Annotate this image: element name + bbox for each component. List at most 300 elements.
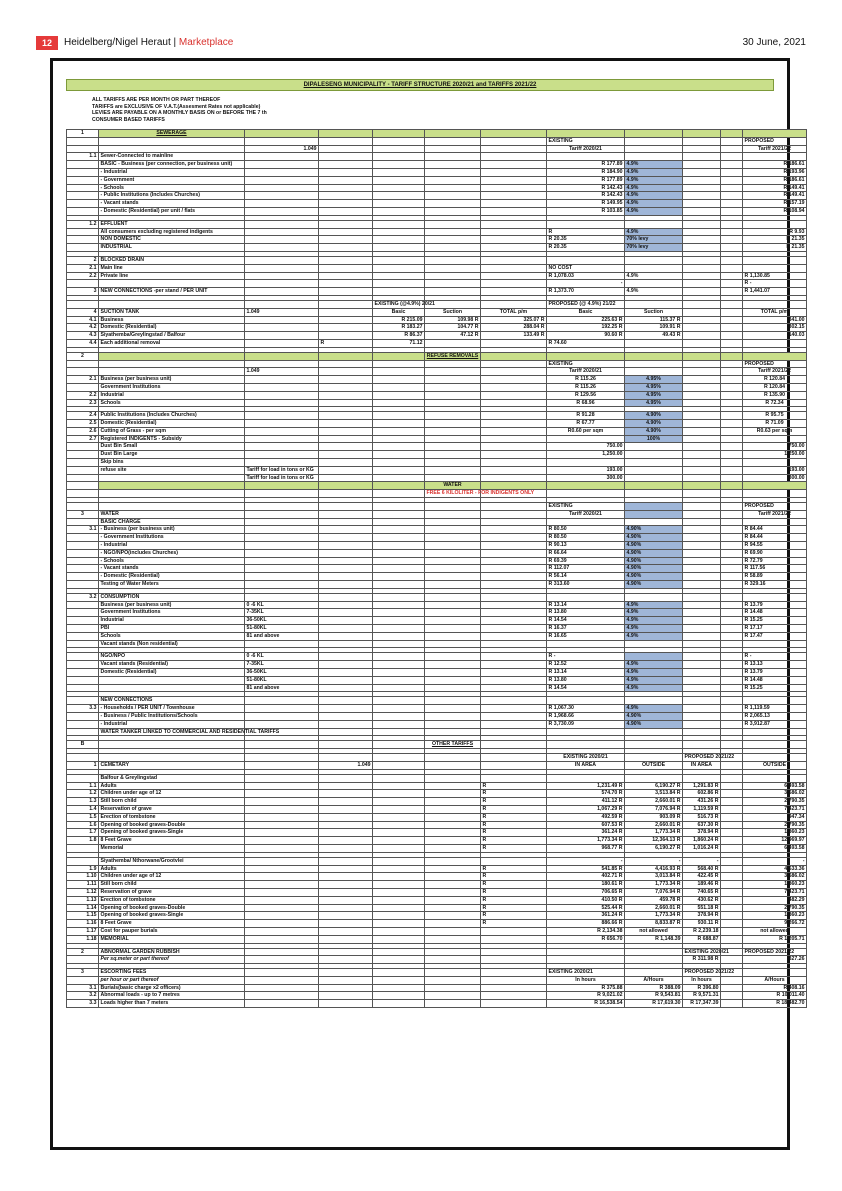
table-cell bbox=[743, 256, 807, 264]
table-row bbox=[67, 542, 807, 550]
table-cell bbox=[373, 573, 425, 581]
table-cell bbox=[245, 805, 319, 813]
table-cell: R 396.80 bbox=[683, 984, 721, 992]
table-cell bbox=[683, 264, 721, 272]
table-row bbox=[67, 896, 807, 904]
table-cell bbox=[721, 427, 743, 435]
table-cell bbox=[481, 368, 547, 376]
table-cell: 525.44 R bbox=[547, 904, 625, 912]
table-cell bbox=[319, 676, 373, 684]
table-cell bbox=[373, 821, 425, 829]
table-row bbox=[67, 573, 807, 581]
table-cell bbox=[319, 427, 373, 435]
table-cell bbox=[245, 256, 319, 264]
table-cell bbox=[683, 383, 721, 391]
table-cell: 4.90% bbox=[625, 573, 683, 581]
table-cell bbox=[319, 601, 373, 609]
table-cell bbox=[683, 339, 721, 347]
table-cell bbox=[67, 443, 99, 451]
table-cell bbox=[425, 720, 481, 728]
table-cell bbox=[683, 534, 721, 542]
table-row bbox=[67, 534, 807, 542]
table-cell bbox=[425, 581, 481, 589]
table-cell: 706.65 R bbox=[547, 888, 625, 896]
table-cell: R 21.35 bbox=[743, 244, 807, 252]
table-cell bbox=[481, 339, 547, 347]
table-cell bbox=[721, 207, 743, 215]
table-cell bbox=[683, 137, 721, 145]
table-row bbox=[67, 881, 807, 889]
table-cell bbox=[721, 601, 743, 609]
table-cell bbox=[245, 837, 319, 845]
table-cell bbox=[99, 490, 245, 498]
table-cell: 2,790.35 bbox=[743, 904, 807, 912]
table-cell: 1 bbox=[67, 761, 99, 769]
table-cell: PROPOSED bbox=[743, 503, 807, 511]
table-cell bbox=[425, 984, 481, 992]
table-row bbox=[67, 992, 807, 1000]
table-cell bbox=[319, 557, 373, 565]
table-cell bbox=[721, 308, 743, 316]
table-cell bbox=[67, 200, 99, 208]
table-cell bbox=[743, 264, 807, 272]
table-cell bbox=[683, 332, 721, 340]
table-cell bbox=[319, 992, 373, 1000]
table-cell bbox=[67, 617, 99, 625]
table-cell bbox=[547, 956, 625, 964]
table-cell: R 17,619.30 bbox=[625, 1000, 683, 1008]
table-row bbox=[67, 754, 807, 762]
table-cell bbox=[245, 399, 319, 407]
table-cell: 0 -6 KL bbox=[245, 653, 319, 661]
table-cell bbox=[721, 420, 743, 428]
table-cell: 0 -6 KL bbox=[245, 601, 319, 609]
table-cell bbox=[373, 244, 425, 252]
table-cell bbox=[373, 813, 425, 821]
table-cell bbox=[743, 153, 807, 161]
table-cell bbox=[481, 207, 547, 215]
table-cell bbox=[481, 391, 547, 399]
table-cell bbox=[319, 376, 373, 384]
table-cell: R 2,065.13 bbox=[743, 712, 807, 720]
table-cell bbox=[319, 490, 373, 498]
table-cell bbox=[481, 220, 547, 228]
table-cell bbox=[67, 728, 99, 736]
table-cell bbox=[743, 459, 807, 467]
table-cell bbox=[425, 790, 481, 798]
table-row bbox=[67, 420, 807, 428]
table-cell bbox=[425, 549, 481, 557]
table-row bbox=[67, 712, 807, 720]
table-cell bbox=[743, 352, 807, 360]
table-cell: 551.18 R bbox=[683, 904, 721, 912]
table-cell: R - bbox=[743, 653, 807, 661]
table-cell bbox=[721, 474, 743, 482]
table-cell: R 84.44 bbox=[743, 526, 807, 534]
table-cell bbox=[721, 774, 743, 782]
table-cell bbox=[67, 459, 99, 467]
table-cell: 70% levy bbox=[625, 244, 683, 252]
table-cell bbox=[425, 360, 481, 368]
table-cell: 4.90% bbox=[625, 542, 683, 550]
table-cell bbox=[683, 360, 721, 368]
table-cell bbox=[245, 705, 319, 713]
table-cell bbox=[481, 676, 547, 684]
table-cell: R bbox=[481, 805, 547, 813]
table-cell bbox=[67, 161, 99, 169]
table-cell: 1,860.23 bbox=[743, 829, 807, 837]
table-cell bbox=[373, 625, 425, 633]
table-cell: 574.70 R bbox=[547, 790, 625, 798]
table-cell bbox=[245, 443, 319, 451]
table-cell bbox=[721, 482, 743, 490]
table-cell: R bbox=[481, 813, 547, 821]
table-row bbox=[67, 593, 807, 601]
table-cell bbox=[319, 459, 373, 467]
table-cell: 1.17 bbox=[67, 927, 99, 935]
table-cell bbox=[319, 145, 373, 153]
table-cell bbox=[481, 459, 547, 467]
table-cell: R 9,543.81 bbox=[625, 992, 683, 1000]
table-cell bbox=[319, 565, 373, 573]
table-cell: 4,633.36 bbox=[743, 865, 807, 873]
table-cell: 180.61 R bbox=[547, 881, 625, 889]
table-cell bbox=[547, 728, 625, 736]
table-cell bbox=[245, 526, 319, 534]
table-cell bbox=[721, 976, 743, 984]
table-cell: 411.12 R bbox=[547, 798, 625, 806]
table-cell bbox=[67, 581, 99, 589]
table-cell: TOTAL p/m bbox=[481, 308, 547, 316]
table-cell: 8,833.87 R bbox=[625, 920, 683, 928]
table-cell: 1.12 bbox=[67, 888, 99, 896]
table-cell: R - bbox=[547, 653, 625, 661]
table-cell: 1,860.23 bbox=[743, 881, 807, 889]
table-cell bbox=[547, 774, 625, 782]
table-cell bbox=[373, 782, 425, 790]
table-cell: PBI bbox=[99, 625, 245, 633]
table-cell: Basic bbox=[547, 308, 625, 316]
table-cell bbox=[319, 837, 373, 845]
table-cell bbox=[425, 927, 481, 935]
table-cell: 2,790.35 bbox=[743, 798, 807, 806]
table-cell bbox=[481, 609, 547, 617]
table-row bbox=[67, 798, 807, 806]
table-cell: EXISTING bbox=[547, 137, 625, 145]
table-cell bbox=[319, 684, 373, 692]
table-cell bbox=[373, 632, 425, 640]
table-cell bbox=[481, 451, 547, 459]
table-cell bbox=[319, 420, 373, 428]
table-cell: R bbox=[481, 881, 547, 889]
table-cell: 1.2 bbox=[67, 790, 99, 798]
table-cell: PROPOSED 2021/22 bbox=[743, 948, 807, 956]
table-cell: R 215.09 bbox=[373, 316, 425, 324]
table-cell bbox=[373, 984, 425, 992]
table-cell: 225.63 R bbox=[547, 316, 625, 324]
table-cell bbox=[425, 896, 481, 904]
table-cell bbox=[245, 956, 319, 964]
table-cell bbox=[625, 503, 683, 511]
table-cell bbox=[319, 332, 373, 340]
table-cell: - Government Institutions bbox=[99, 534, 245, 542]
table-row bbox=[67, 857, 807, 865]
table-cell bbox=[425, 534, 481, 542]
table-cell bbox=[721, 617, 743, 625]
table-cell bbox=[743, 220, 807, 228]
table-row bbox=[67, 837, 807, 845]
table-cell bbox=[373, 391, 425, 399]
table-cell bbox=[319, 443, 373, 451]
table-cell: R bbox=[481, 888, 547, 896]
table-cell: R 84.44 bbox=[743, 534, 807, 542]
table-row bbox=[67, 176, 807, 184]
table-cell bbox=[99, 280, 245, 288]
table-cell: 968.77 R bbox=[547, 844, 625, 852]
table-cell bbox=[625, 518, 683, 526]
table-cell bbox=[683, 220, 721, 228]
table-cell: 4.9% bbox=[625, 601, 683, 609]
table-cell bbox=[425, 601, 481, 609]
table-cell: EFFLUENT bbox=[99, 220, 245, 228]
table-cell: 4.1 bbox=[67, 316, 99, 324]
table-row bbox=[67, 844, 807, 852]
advert-frame bbox=[50, 58, 805, 1150]
table-cell: WATER bbox=[425, 482, 481, 490]
table-cell bbox=[683, 427, 721, 435]
table-cell bbox=[373, 728, 425, 736]
table-cell bbox=[683, 741, 721, 749]
table-cell bbox=[373, 435, 425, 443]
table-cell: R bbox=[481, 798, 547, 806]
table-cell bbox=[425, 632, 481, 640]
table-cell bbox=[721, 130, 743, 138]
table-cell bbox=[245, 300, 319, 308]
table-cell bbox=[319, 821, 373, 829]
table-cell bbox=[481, 420, 547, 428]
table-cell: Business (per business unit) bbox=[99, 376, 245, 384]
table-cell bbox=[425, 653, 481, 661]
table-cell: 4.90% bbox=[625, 526, 683, 534]
table-cell bbox=[625, 490, 683, 498]
table-cell bbox=[245, 935, 319, 943]
table-cell: 4.90% bbox=[625, 720, 683, 728]
table-row bbox=[67, 412, 807, 420]
table-cell bbox=[245, 482, 319, 490]
table-cell: R 313.60 bbox=[547, 581, 625, 589]
table-cell bbox=[245, 888, 319, 896]
table-row bbox=[67, 383, 807, 391]
table-cell: R 2,239.18 bbox=[683, 927, 721, 935]
table-cell bbox=[319, 720, 373, 728]
table-cell bbox=[481, 184, 547, 192]
table-cell bbox=[481, 625, 547, 633]
table-row bbox=[67, 482, 807, 490]
table-cell bbox=[721, 984, 743, 992]
table-cell: REFUSE REMOVALS bbox=[425, 352, 481, 360]
table-cell bbox=[99, 137, 245, 145]
table-cell: 4.90% bbox=[625, 427, 683, 435]
table-cell: 4.9% bbox=[625, 625, 683, 633]
table-cell bbox=[721, 865, 743, 873]
table-cell bbox=[67, 184, 99, 192]
table-cell: R 149.95 bbox=[547, 200, 625, 208]
table-cell: BLOCKED DRAIN bbox=[99, 256, 245, 264]
table-cell: R 1,067.30 bbox=[547, 705, 625, 713]
table-cell bbox=[319, 184, 373, 192]
table-cell bbox=[99, 684, 245, 692]
table-cell: 378.94 R bbox=[683, 829, 721, 837]
table-cell: 12,364.13 R bbox=[625, 837, 683, 845]
table-row bbox=[67, 518, 807, 526]
table-cell bbox=[245, 976, 319, 984]
table-cell: Suction bbox=[425, 308, 481, 316]
table-cell: 4.3 bbox=[67, 332, 99, 340]
table-cell: 193.00 bbox=[547, 466, 625, 474]
table-cell: R 86.37 bbox=[373, 332, 425, 340]
table-row bbox=[67, 352, 807, 360]
table-row bbox=[67, 192, 807, 200]
table-cell bbox=[245, 557, 319, 565]
table-cell: Suction bbox=[625, 308, 683, 316]
table-cell: EXISTING bbox=[547, 360, 625, 368]
table-cell bbox=[683, 352, 721, 360]
table-row bbox=[67, 474, 807, 482]
table-cell: 302.15 bbox=[743, 324, 807, 332]
table-cell bbox=[425, 821, 481, 829]
table-cell bbox=[319, 518, 373, 526]
table-cell bbox=[547, 593, 625, 601]
table-cell bbox=[319, 435, 373, 443]
table-cell bbox=[481, 661, 547, 669]
table-cell bbox=[319, 904, 373, 912]
table-cell bbox=[425, 280, 481, 288]
table-cell bbox=[425, 510, 481, 518]
table-cell bbox=[245, 264, 319, 272]
table-row bbox=[67, 557, 807, 565]
table-cell bbox=[373, 272, 425, 280]
table-cell bbox=[245, 881, 319, 889]
table-cell bbox=[245, 865, 319, 873]
table-cell bbox=[425, 272, 481, 280]
table-cell: R 12.52 bbox=[547, 661, 625, 669]
table-cell: 90.60 R bbox=[547, 332, 625, 340]
table-cell bbox=[319, 316, 373, 324]
table-cell bbox=[481, 272, 547, 280]
table-cell bbox=[721, 912, 743, 920]
table-cell bbox=[373, 130, 425, 138]
table-cell: 1 bbox=[67, 130, 99, 138]
table-cell bbox=[425, 705, 481, 713]
table-cell bbox=[425, 712, 481, 720]
table-cell bbox=[481, 474, 547, 482]
table-cell: ABNORMAL GARDEN RUBBISH bbox=[99, 948, 245, 956]
table-cell bbox=[481, 640, 547, 648]
table-cell bbox=[683, 609, 721, 617]
table-row bbox=[67, 761, 807, 769]
table-cell bbox=[319, 451, 373, 459]
table-row bbox=[67, 774, 807, 782]
table-cell bbox=[743, 741, 807, 749]
table-row bbox=[67, 256, 807, 264]
table-cell bbox=[683, 391, 721, 399]
table-cell bbox=[319, 482, 373, 490]
table-cell bbox=[67, 956, 99, 964]
table-cell: Dust Bin Large bbox=[99, 451, 245, 459]
table-cell: R 177.89 bbox=[547, 161, 625, 169]
table-cell: Erection of tombstone bbox=[99, 896, 245, 904]
table-cell bbox=[245, 220, 319, 228]
table-cell bbox=[721, 324, 743, 332]
table-cell: 288.04 R bbox=[481, 324, 547, 332]
table-cell bbox=[245, 332, 319, 340]
table-cell bbox=[373, 264, 425, 272]
table-cell bbox=[245, 542, 319, 550]
table-cell bbox=[373, 565, 425, 573]
table-row bbox=[67, 935, 807, 943]
table-cell bbox=[67, 451, 99, 459]
table-cell bbox=[625, 368, 683, 376]
table-cell bbox=[683, 176, 721, 184]
table-cell bbox=[481, 669, 547, 677]
table-cell bbox=[319, 308, 373, 316]
table-cell bbox=[425, 391, 481, 399]
table-cell: R 13.80 bbox=[547, 609, 625, 617]
table-cell bbox=[481, 137, 547, 145]
table-cell: R 2,134.38 bbox=[547, 927, 625, 935]
table-cell bbox=[481, 176, 547, 184]
table-cell bbox=[481, 526, 547, 534]
table-cell: 607.53 R bbox=[547, 821, 625, 829]
table-cell: 2.5 bbox=[67, 420, 99, 428]
table-cell: 2.4 bbox=[67, 412, 99, 420]
table-cell bbox=[683, 435, 721, 443]
table-cell bbox=[721, 192, 743, 200]
table-cell bbox=[481, 565, 547, 573]
table-cell bbox=[683, 720, 721, 728]
table-cell bbox=[425, 145, 481, 153]
table-cell: 430.62 R bbox=[683, 896, 721, 904]
table-row bbox=[67, 466, 807, 474]
table-cell: Registered INDIGENTS - Subsidy bbox=[99, 435, 245, 443]
table-cell: R 13.79 bbox=[743, 601, 807, 609]
table-cell bbox=[683, 207, 721, 215]
table-cell bbox=[67, 653, 99, 661]
table-cell: R 311.98 R bbox=[683, 956, 721, 964]
table-cell: 2.6 bbox=[67, 427, 99, 435]
table-cell: A/Hours bbox=[743, 976, 807, 984]
table-cell: 4.95% bbox=[625, 376, 683, 384]
table-cell bbox=[67, 857, 99, 865]
table-row bbox=[67, 813, 807, 821]
table-cell: R 1,205.71 bbox=[743, 935, 807, 943]
table-cell: Sewer-Connected to mainline bbox=[99, 153, 245, 161]
table-cell: Tariff 2021/22 bbox=[743, 368, 807, 376]
table-cell: 4.9% bbox=[625, 676, 683, 684]
table-cell bbox=[721, 360, 743, 368]
table-cell bbox=[319, 581, 373, 589]
table-cell bbox=[425, 288, 481, 296]
table-cell: 1,250.00 bbox=[743, 451, 807, 459]
table-cell: 1.049 bbox=[319, 761, 373, 769]
table-cell bbox=[721, 300, 743, 308]
table-cell: - Schools bbox=[99, 557, 245, 565]
table-cell: - Industrial bbox=[99, 542, 245, 550]
table-cell bbox=[721, 956, 743, 964]
table-cell: 1.049 bbox=[245, 145, 319, 153]
table-cell: R 17,347.39 bbox=[683, 1000, 721, 1008]
table-cell bbox=[245, 565, 319, 573]
